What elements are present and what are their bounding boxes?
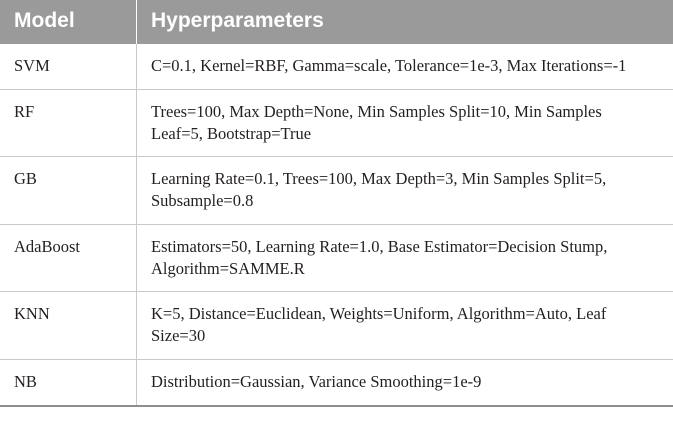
cell-hyperparameters: K=5, Distance=Euclidean, Weights=Uniform, Algorithm=Auto, Leaf Size=30: [137, 292, 673, 360]
cell-hyperparameters: C=0.1, Kernel=RBF, Gamma=scale, Tolerance=1e-3, Max Iterations=-1: [137, 44, 673, 89]
cell-hyperparameters: Trees=100, Max Depth=None, Min Samples Split=10, Min Samples Leaf=5, Bootstrap=True: [137, 89, 673, 157]
table-row: [0, 157, 673, 225]
cell-model: NB: [0, 359, 137, 405]
table-row: [0, 44, 673, 89]
column-header-model: Model: [0, 0, 137, 44]
cell-hyperparameters: Estimators=50, Learning Rate=1.0, Base Estimator=Decision Stump, Algorithm=SAMME.R: [137, 224, 673, 292]
table-header: [0, 0, 673, 44]
cell-model: SVM: [0, 44, 137, 89]
table-row: [0, 359, 673, 405]
cell-hyperparameters: Learning Rate=0.1, Trees=100, Max Depth=3, Min Samples Split=5, Subsample=0.8: [137, 157, 673, 225]
cell-model: GB: [0, 157, 137, 225]
cell-hyperparameters: Distribution=Gaussian, Variance Smoothing=1e-9: [137, 359, 673, 405]
cell-model: KNN: [0, 292, 137, 360]
column-header-hyperparameters: Hyperparameters: [137, 0, 673, 44]
table-row: [0, 89, 673, 157]
table-body: [0, 44, 673, 406]
table-row: [0, 292, 673, 360]
cell-model: RF: [0, 89, 137, 157]
table-header-row: [0, 0, 673, 44]
cell-model: AdaBoost: [0, 224, 137, 292]
table-row: [0, 224, 673, 292]
